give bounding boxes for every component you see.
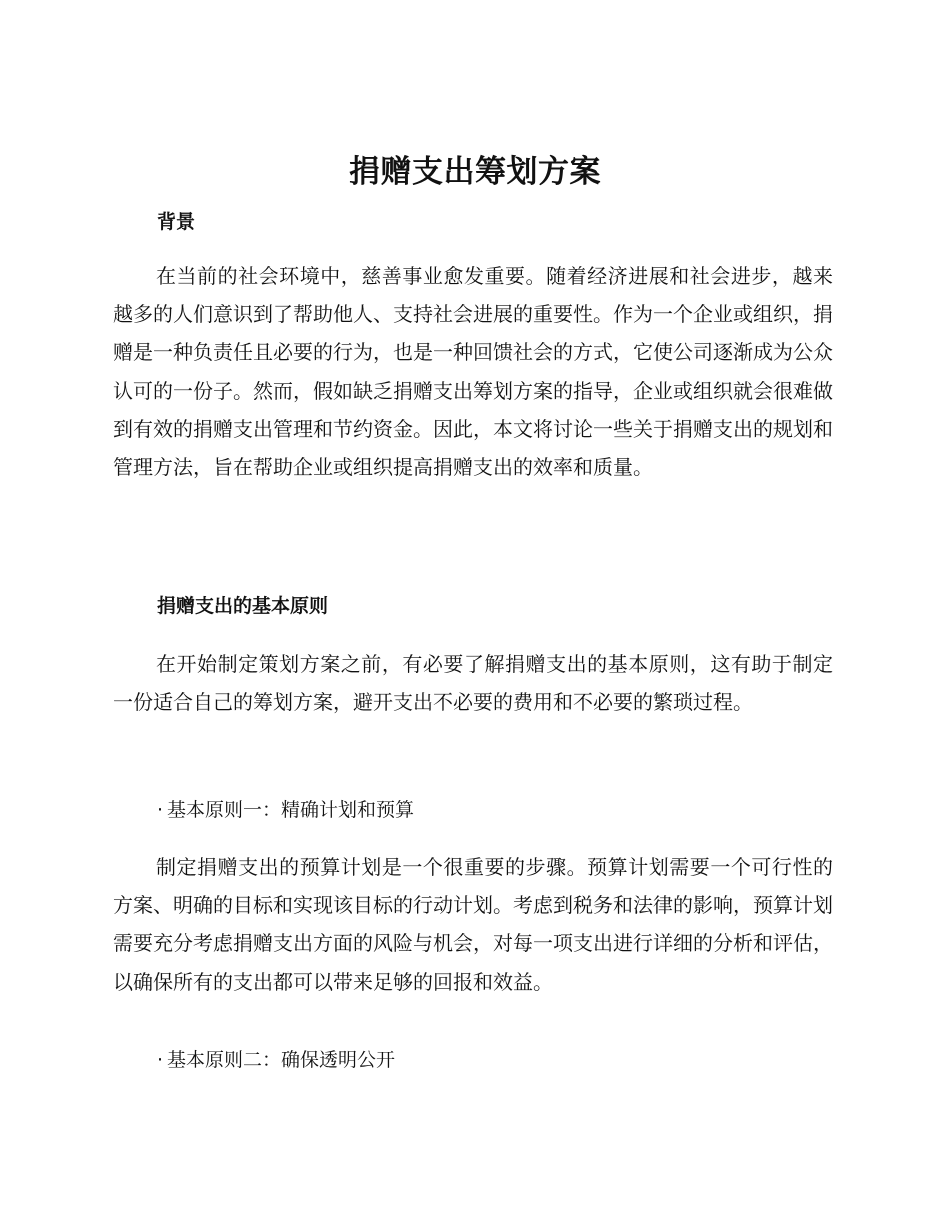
background-paragraph: 在当前的社会环境中，慈善事业愈发重要。随着经济进展和社会进步，越来越多的人们意识到了帮助他人、支持社会进展的重要性。作为一个企业或组织，捐赠是一种负责任且必要的行为，也是一种回馈社会的方式，它使公司逐渐成为公众认可的一份子。然而，假如缺乏捐赠支出筹划方案的指导，企业或组织就会很难做到有效的捐赠支出管理和节约资金。因此，本文将讨论一些关于捐赠支出的规划和管理方法，旨在帮助企业或组织提高捐赠支出的效率和质量。: [113, 264, 833, 480]
principle-two-label: 基本原则二：确保透明公开: [167, 1049, 396, 1071]
document-title: 捐赠支出筹划方案: [349, 154, 601, 190]
bullet-dot: ·: [157, 799, 164, 821]
principle-one-label: 基本原则一：精确计划和预算: [167, 799, 415, 821]
principle-one-item: [157, 795, 414, 825]
basic-principles-paragraph: 在开始制定策划方案之前，有必要了解捐赠支出的基本原则，这有助于制定一份适合自己的筹划方案，避开支出不必要的费用和不必要的繁琐过程。: [113, 652, 833, 715]
principle-one-paragraph: 制定捐赠支出的预算计划是一个很重要的步骤。预算计划需要一个可行性的方案、明确的目标和实现该目标的行动计划。考虑到税务和法律的影响，预算计划需要充分考虑捐赠支出方面的风险与机会，对每一项支出进行详细的分析和评估，以确保所有的支出都可以带来足够的回报和效益。: [113, 855, 833, 994]
section-heading-background: 背景: [157, 211, 196, 233]
bullet-dot: ·: [157, 1049, 164, 1071]
principle-two-item: [157, 1045, 395, 1075]
section-heading-basic-principles: 捐赠支出的基本原则: [157, 595, 329, 617]
